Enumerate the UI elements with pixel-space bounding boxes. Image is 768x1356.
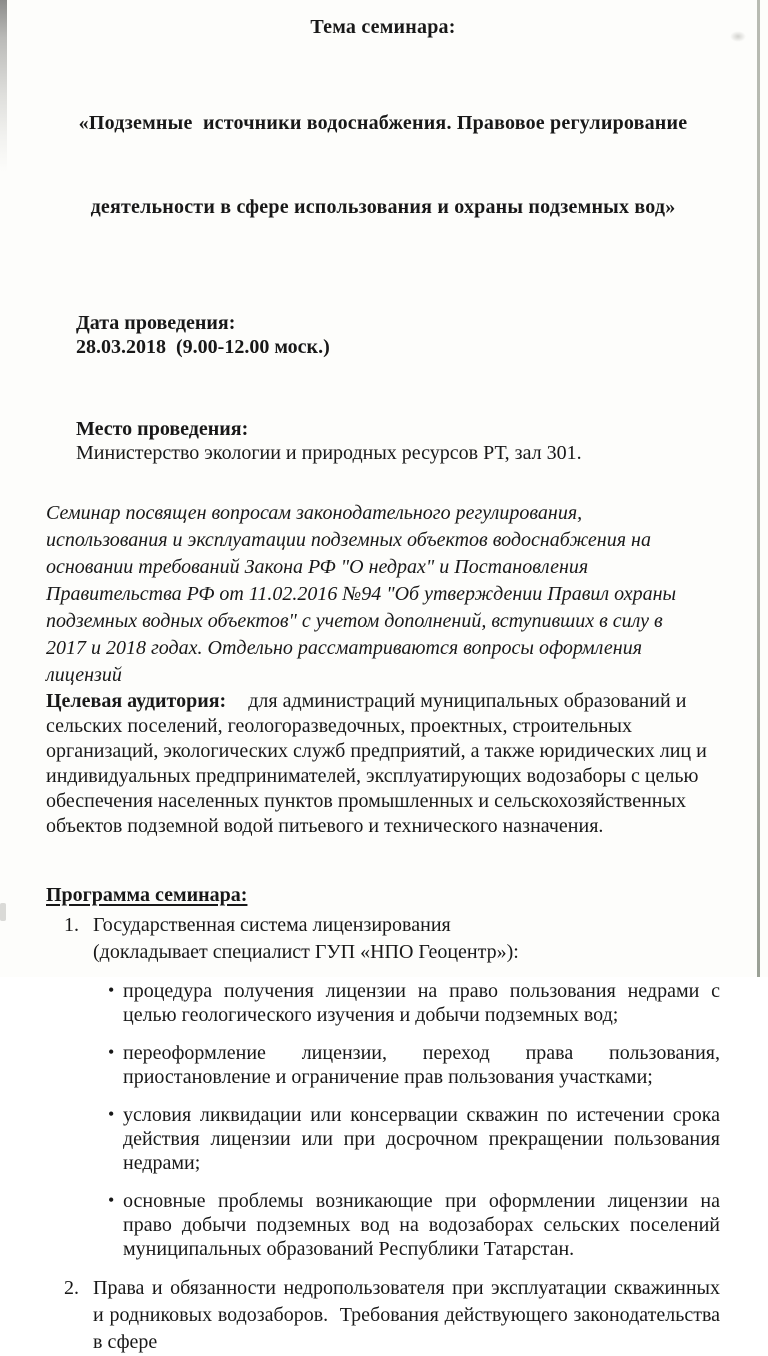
scan-smudge-top-right — [730, 31, 746, 42]
program-item-1-speaker: (докладывает специалист ГУП «НПО Геоцентр»): — [93, 941, 519, 963]
program-item-1 — [46, 912, 720, 966]
bullet-icon: • — [108, 1190, 115, 1210]
program-item-2-number: 2. — [64, 1277, 79, 1299]
place-value: Министерство экологии и природных ресурсов РТ, зал 301. — [76, 442, 582, 464]
scan-mark-bottom-left — [0, 903, 6, 921]
bullet-text: переоформление лицензии, переход права пользования, приостановление и ограничение прав пользования участками; — [123, 1042, 720, 1088]
program-item-2-text: Права и обязанности недропользователя при эксплуатации скважинных и родниковых водозаборов. Требования действующего законодательства в сфере — [93, 1277, 725, 1353]
seminar-topic-heading: Тема семинара: — [310, 16, 456, 38]
bullet-item — [108, 1189, 720, 1261]
audience-label: Целевая аудитория: — [46, 690, 227, 712]
bullet-item — [108, 1103, 720, 1175]
date-line — [46, 287, 720, 383]
program-item-2 — [46, 1275, 725, 1356]
date-value: 28.03.2018 (9.00-12.00 моск.) — [76, 336, 330, 358]
scan-edge-artifact-left — [0, 0, 7, 172]
audience-text: для администраций муниципальных образований и сельских поселений, геологоразведочных, проектных, строительных организаций, экологических служб предприятий, а также юридических лиц и индивидуальных предпринимателей, эксплуатирующих водозаборы с целью обеспечения населенных пунктов промышленных и сельскохозяйственных объектов подземной водой питьевого и технического назначения. — [46, 690, 707, 837]
scan-line-artifact-right — [757, 0, 760, 977]
bullet-item — [108, 1041, 720, 1089]
seminar-abstract: Семинар посвящен вопросам законодательного регулирования, использования и эксплуатации подземных объектов водоснабжения на основании требований Закона РФ "О недрах" и Постановления Правительства РФ от 11.02.2016 №94 "Об утверждении Правил охраны подземных водных объектов" с учетом дополнений, вступивших в силу в 2017 и 2018 годах. Отдельно рассматриваются вопросы оформления лицензий — [46, 502, 677, 686]
place-line — [46, 393, 720, 489]
target-audience-paragraph — [46, 689, 708, 839]
bullet-icon: • — [108, 980, 115, 1000]
program-item-1-number: 1. — [64, 914, 79, 936]
seminar-title-line-2: деятельности в сфере использования и охраны подземных вод» — [90, 196, 676, 218]
program-item-1-bullet-list — [108, 979, 720, 1261]
bullet-text: процедура получения лицензии на право пользования недрами с целью геологического изучения и добычи подземных вод; — [123, 980, 720, 1026]
document-content — [46, 0, 725, 1356]
date-label: Дата проведения: — [76, 312, 236, 334]
bullet-text: основные проблемы возникающие при оформлении лицензии на право добычи подземных вод на водозаборах сельских поселений муниципальных образований Республики Татарстан. — [123, 1190, 720, 1260]
program-item-1-body — [93, 912, 720, 966]
bullet-icon: • — [108, 1104, 115, 1124]
seminar-title-line-1: «Подземные источники водоснабжения. Правовое регулирование — [78, 112, 688, 134]
seminar-title — [46, 53, 720, 277]
program-item-1-title: Государственная система лицензирования — [93, 914, 451, 936]
bullet-item — [108, 979, 720, 1027]
place-label: Место проведения: — [76, 418, 249, 440]
bullet-text: условия ликвидации или консервации скважин по истечении срока действия лицензии или при досрочном прекращении пользования недрами; — [123, 1104, 720, 1174]
program-heading: Программа семинара: — [46, 884, 248, 906]
bullet-icon: • — [108, 1042, 115, 1062]
